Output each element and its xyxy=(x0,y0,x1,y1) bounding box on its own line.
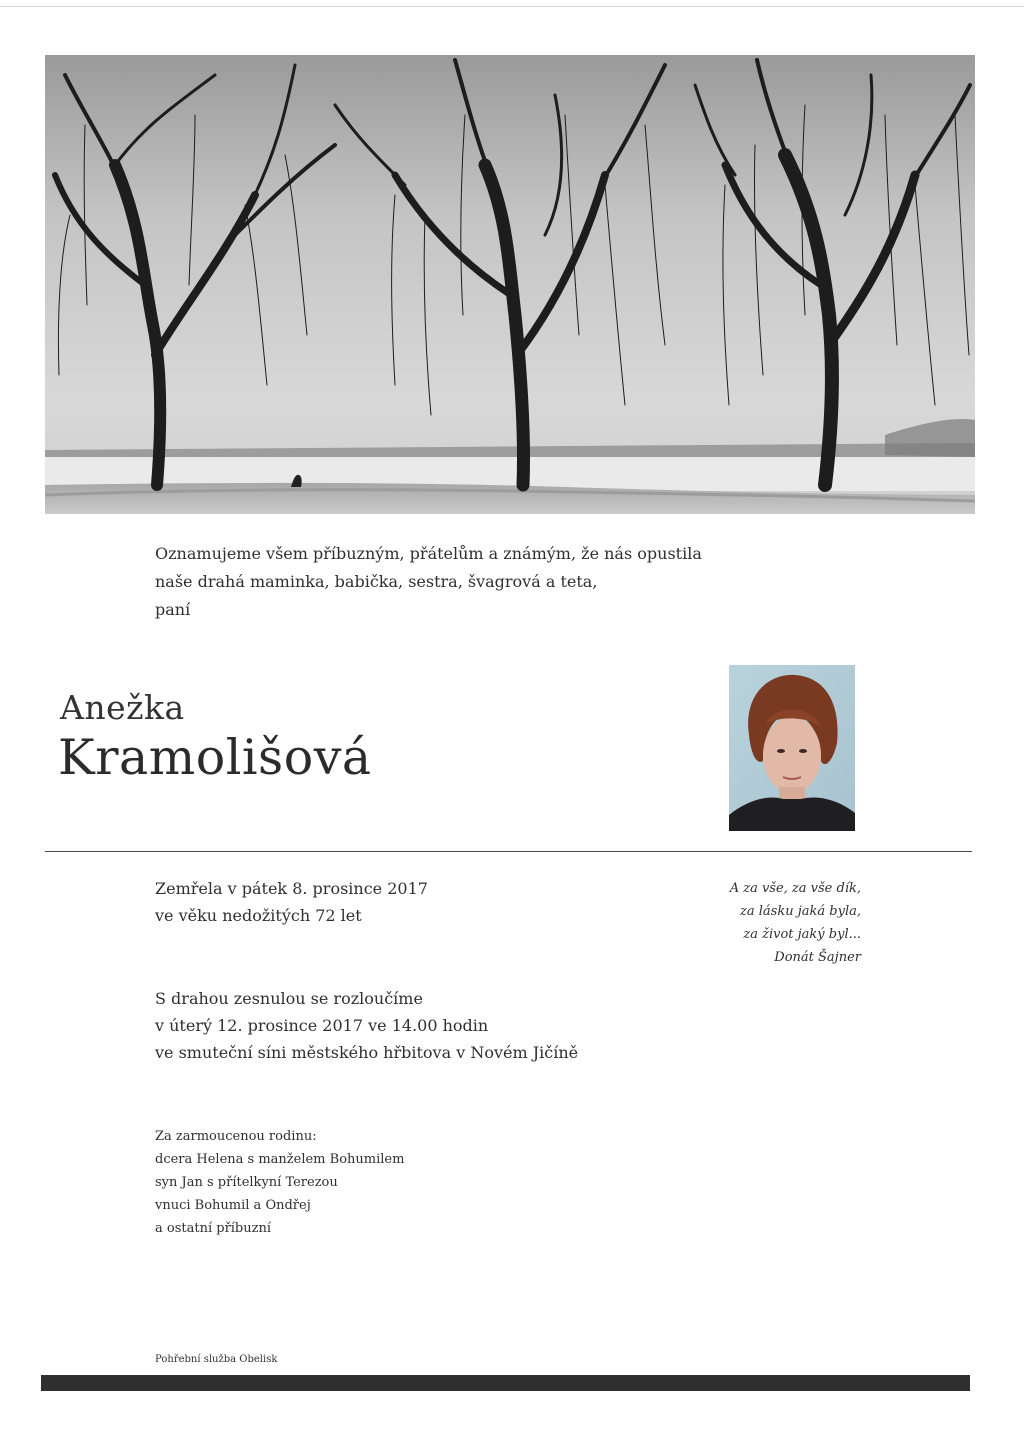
death-details xyxy=(155,875,428,929)
announcement-line-3: paní xyxy=(155,600,191,619)
funeral-line-2: v úterý 12. prosince 2017 ve 14.00 hodin xyxy=(155,1016,489,1035)
footer-bar xyxy=(41,1375,970,1391)
verse-author: Donát Šajner xyxy=(774,950,861,965)
funeral-details xyxy=(155,985,578,1066)
announcement-line-2: naše drahá maminka, babička, sestra, švagrová a teta, xyxy=(155,572,598,591)
section-divider xyxy=(45,851,972,852)
funeral-service-name: Pohřební služba Obelisk xyxy=(155,1354,278,1365)
funeral-line-3: ve smuteční síni městského hřbitova v Novém Jičíně xyxy=(155,1043,579,1062)
family-member: dcera Helena s manželem Bohumilem xyxy=(155,1152,405,1167)
family-member: vnuci Bohumil a Ondřej xyxy=(155,1198,311,1213)
death-date-line: Zemřela v pátek 8. prosince 2017 xyxy=(155,879,428,898)
memorial-verse xyxy=(730,877,861,969)
family-member: syn Jan s přítelkyní Terezou xyxy=(155,1175,338,1190)
verse-line-2: za lásku jaká byla, xyxy=(740,904,861,919)
verse-line-3: za život jaký byl... xyxy=(743,927,861,942)
hero-photo-willows xyxy=(45,55,975,514)
mourning-family xyxy=(155,1125,404,1240)
portrait-photo xyxy=(729,665,855,831)
top-border-line xyxy=(0,6,1024,7)
deceased-surname: Kramolišová xyxy=(58,729,372,786)
funeral-line-1: S drahou zesnulou se rozloučíme xyxy=(155,989,423,1008)
announcement-text xyxy=(155,540,702,624)
family-member: a ostatní příbuzní xyxy=(155,1221,272,1236)
deceased-given-name: Anežka xyxy=(60,688,185,727)
verse-line-1: A za vše, za vše dík, xyxy=(729,881,861,896)
family-heading: Za zarmoucenou rodinu: xyxy=(155,1129,317,1144)
announcement-line-1: Oznamujeme všem příbuzným, přátelům a známým, že nás opustila xyxy=(155,544,702,563)
death-age-line: ve věku nedožitých 72 let xyxy=(155,906,362,925)
